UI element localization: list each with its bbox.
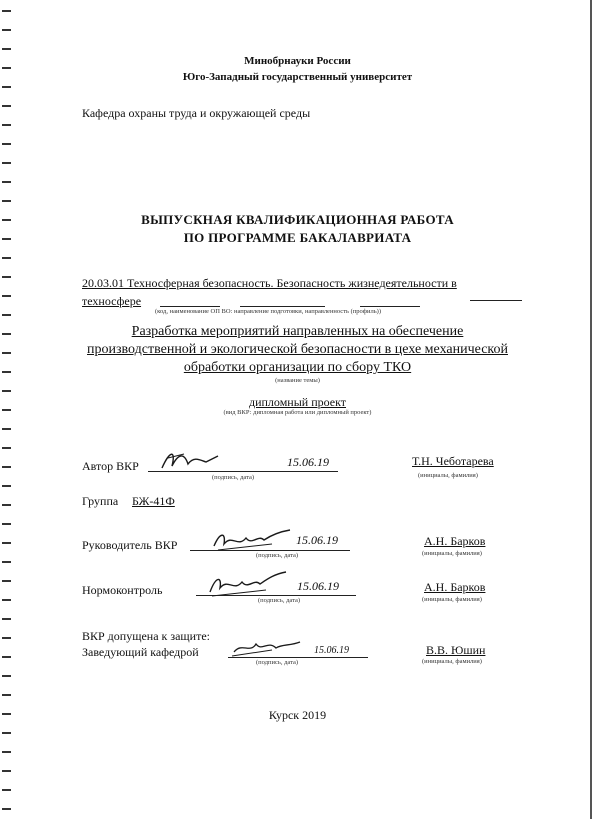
binding-mark (2, 67, 11, 69)
normcontrol-label: Нормоконтроль (82, 583, 163, 597)
author-date: 15.06.19 (287, 455, 329, 469)
normcontrol-sig-caption: (подпись, дата) (258, 597, 301, 604)
city-year: Курск 2019 (268, 708, 327, 722)
binding-mark (2, 48, 11, 50)
author-name-caption: (инициалы, фамилия) (418, 472, 478, 479)
binding-mark (2, 808, 11, 810)
binding-mark (2, 29, 11, 31)
binding-mark (2, 162, 11, 164)
binding-mark (2, 447, 11, 449)
author-name: Т.Н. Чеботарева (412, 454, 494, 468)
department-name: Кафедра охраны труда и окружающей среды (82, 106, 311, 120)
admission-name-caption: (инициалы, фамилия) (422, 658, 482, 665)
admission-label: Заведующий кафедрой (82, 645, 199, 659)
binding-mark (2, 789, 11, 791)
topic-caption: (название темы) (275, 377, 320, 384)
binding-mark (2, 599, 11, 601)
group-label: Группа (82, 494, 119, 508)
binding-mark (2, 428, 11, 430)
binding-mark (2, 656, 11, 658)
binding-mark (2, 86, 11, 88)
topic-line3: обработки организации по сбору ТКО (183, 360, 412, 375)
group-value: БЖ-41Ф (132, 494, 175, 508)
supervisor-name-caption: (инициалы, фамилия) (422, 550, 482, 557)
supervisor-date: 15.06.19 (296, 533, 338, 547)
ministry-name: Минобрнауки России (244, 55, 351, 67)
topic-line1: Разработка мероприятий направленных на обеспечение (131, 324, 464, 339)
supervisor-label: Руководитель ВКР (82, 538, 178, 552)
binding-mark (2, 542, 11, 544)
binding-mark (2, 637, 11, 639)
supervisor-sig-caption: (подпись, дата) (256, 552, 299, 559)
author-signature (160, 446, 220, 476)
binding-mark (2, 694, 11, 696)
normcontrol-name-caption: (инициалы, фамилия) (422, 596, 482, 603)
binding-mark (2, 523, 11, 525)
specialty-blank-3 (360, 306, 420, 307)
normcontrol-signature (208, 570, 288, 600)
binding-mark (2, 200, 11, 202)
work-type: дипломный проект (248, 395, 347, 409)
topic-line2: производственной и экологической безопасности в цехе механической (87, 342, 508, 357)
binding-mark (2, 466, 11, 468)
supervisor-name: А.Н. Барков (424, 534, 486, 548)
binding-mark (2, 618, 11, 620)
work-type-caption: (вид ВКР: дипломная работа или дипломный проект) (223, 409, 372, 416)
university-name: Юго-Западный государственный университет (182, 71, 413, 83)
admission-date: 15.06.19 (314, 645, 349, 656)
binding-mark (2, 751, 11, 753)
doc-title-line1: ВЫПУСКНАЯ КВАЛИФИКАЦИОННАЯ РАБОТА (141, 212, 454, 227)
doc-title-line2: ПО ПРОГРАММЕ БАКАЛАВРИАТА (183, 230, 412, 245)
admission-sig-caption: (подпись, дата) (256, 659, 299, 666)
author-sig-caption: (подпись, дата) (212, 474, 255, 481)
binding-mark (2, 770, 11, 772)
specialty-blank-2 (240, 306, 325, 307)
binding-mark (2, 390, 11, 392)
binding-mark (2, 314, 11, 316)
specialty-line2: техносфере (82, 294, 142, 308)
admission-name: В.В. Юшин (426, 643, 486, 657)
binding-mark (2, 580, 11, 582)
binding-mark (2, 276, 11, 278)
binding-mark (2, 561, 11, 563)
binding-mark (2, 257, 11, 259)
specialty-blank-4 (470, 300, 522, 301)
binding-mark (2, 181, 11, 183)
specialty-caption: (код, наименование ОП ВО: направление подготовки, направленность (профиль)) (155, 308, 381, 315)
normcontrol-name: А.Н. Барков (424, 580, 486, 594)
specialty-blank-1 (160, 306, 220, 307)
binding-mark (2, 675, 11, 677)
binding-mark (2, 143, 11, 145)
binding-mark (2, 10, 11, 12)
normcontrol-date: 15.06.19 (297, 579, 339, 593)
binding-mark (2, 124, 11, 126)
admission-line1: ВКР допущена к защите: (82, 629, 210, 643)
binding-mark (2, 504, 11, 506)
specialty-line1: 20.03.01 Техносферная безопасность. Безопасность жизнедеятельности в (82, 276, 457, 290)
author-label: Автор ВКР (82, 459, 139, 473)
binding-mark (2, 485, 11, 487)
binding-mark (2, 105, 11, 107)
binding-mark (2, 732, 11, 734)
binding-mark (2, 295, 11, 297)
